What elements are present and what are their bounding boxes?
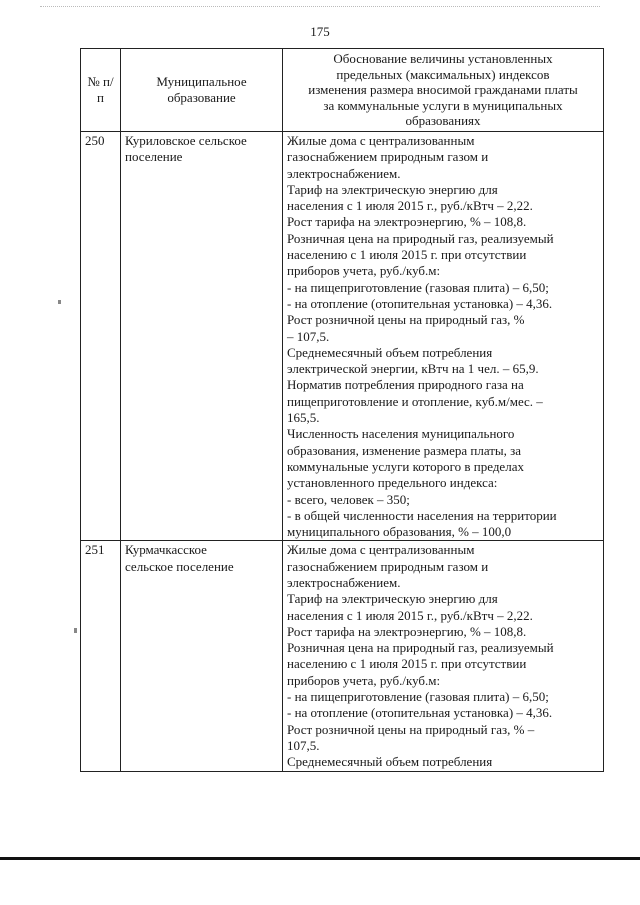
header-justification-line: за коммунальные услуги в муниципальных <box>323 97 563 113</box>
header-justification-line: образованиях <box>405 113 481 129</box>
justification-line: - на отопление (отопительная установка) – 4,36. <box>287 705 553 721</box>
justification-line: - на пищеприготовление (газовая плита) – 6,50; <box>287 279 549 295</box>
header-municipality-label: Муниципальное образование <box>156 74 247 105</box>
justification-line: Рост тарифа на электроэнергию, % – 108,8. <box>287 623 527 639</box>
header-justification-line: изменения размера вносимой гражданами платы <box>308 82 578 98</box>
justification-line: электрической энергии, кВтч на 1 чел. – 65,9. <box>287 361 539 377</box>
justification-line: приборов учета, руб./куб.м: <box>287 672 441 688</box>
justification-line: образования, изменение размера платы, за <box>287 442 522 458</box>
justification-line: Розничная цена на природный газ, реализуемый <box>287 230 554 246</box>
scan-artifact <box>40 6 600 8</box>
header-num-label: № п/п <box>87 74 114 105</box>
justification-line: Рост розничной цены на природный газ, % – <box>287 721 535 737</box>
justification-line: - на отопление (отопительная установка) – 4,36. <box>287 295 553 311</box>
justification-line: населения с 1 июля 2015 г., руб./кВтч – 2,22. <box>287 198 533 214</box>
justification-line: Норматив потребления природного газа на <box>287 377 524 393</box>
table-row <box>81 131 604 540</box>
justification-line: электроснабжением. <box>287 574 401 590</box>
header-justification-line: Обоснование величины установленных <box>333 51 553 66</box>
scan-artifact <box>74 628 77 633</box>
row-num: 251 <box>81 541 121 771</box>
scan-artifact <box>58 300 61 304</box>
justification-line: газоснабжением природным газом и <box>287 558 489 574</box>
justification-line: Среднемесячный объем потребления <box>287 344 493 360</box>
table-header-row <box>81 49 604 132</box>
tariff-table <box>80 48 604 772</box>
justification-line: – 107,5. <box>287 328 330 344</box>
justification-line: Жилые дома с централизованным <box>287 132 475 148</box>
justification-line: - в общей численности населения на территории <box>287 507 557 523</box>
municipality-line: сельское поселение <box>125 558 234 574</box>
municipality-line: поселение <box>125 149 183 165</box>
row-justification <box>283 131 604 540</box>
table-row <box>81 541 604 771</box>
justification-line: газоснабжением природным газом и <box>287 149 489 165</box>
justification-line: Тариф на электрическую энергию для <box>287 591 498 607</box>
header-municipality <box>121 49 283 132</box>
justification-line: 165,5. <box>287 410 320 426</box>
justification-line: населения с 1 июля 2015 г., руб./кВтч – 2,22. <box>287 607 533 623</box>
justification-line: пищеприготовление и отопление, куб.м/мес. – <box>287 393 543 409</box>
page-bottom-rule <box>0 857 640 860</box>
row-municipality <box>121 541 283 771</box>
justification-line: - на пищеприготовление (газовая плита) – 6,50; <box>287 689 549 705</box>
page-number: 175 <box>310 24 330 39</box>
header-justification <box>283 49 604 132</box>
municipality-line: Курмачкасское <box>125 542 207 558</box>
row-num: 250 <box>81 131 121 540</box>
justification-line: Численность населения муниципального <box>287 426 515 442</box>
municipality-line: Куриловское сельское <box>125 132 247 148</box>
justification-line: Розничная цена на природный газ, реализуемый <box>287 640 554 656</box>
justification-line: установленного предельного индекса: <box>287 475 498 491</box>
justification-line: Жилые дома с централизованным <box>287 542 475 558</box>
justification-line: муниципального образования, % – 100,0 <box>287 524 512 540</box>
justification-line: электроснабжением. <box>287 165 401 181</box>
header-justification-line: предельных (максимальных) индексов <box>336 66 550 82</box>
row-municipality <box>121 131 283 540</box>
justification-line: Рост розничной цены на природный газ, % <box>287 312 525 328</box>
justification-line: населению с 1 июля 2015 г. при отсутствии <box>287 247 527 263</box>
justification-line: Рост тарифа на электроэнергию, % – 108,8. <box>287 214 527 230</box>
justification-line: приборов учета, руб./куб.м: <box>287 263 441 279</box>
justification-line: Тариф на электрическую энергию для <box>287 181 498 197</box>
justification-line: Среднемесячный объем потребления <box>287 754 493 770</box>
justification-line: 107,5. <box>287 737 320 753</box>
justification-line: коммунальные услуги которого в пределах <box>287 458 524 474</box>
justification-line: населению с 1 июля 2015 г. при отсутствии <box>287 656 527 672</box>
header-num <box>81 49 121 132</box>
justification-line: - всего, человек – 350; <box>287 491 410 507</box>
row-justification <box>283 541 604 771</box>
